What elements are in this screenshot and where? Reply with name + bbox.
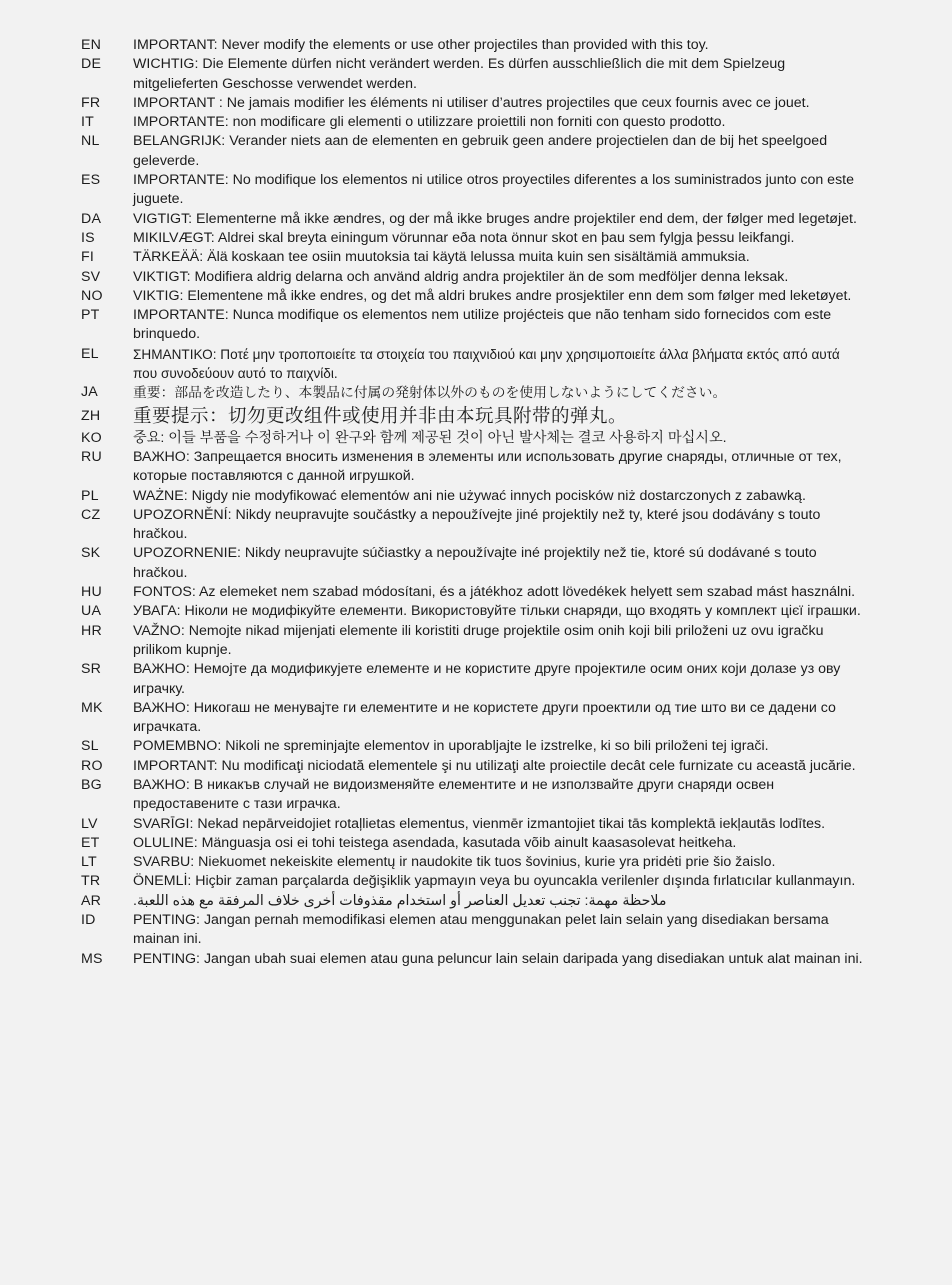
language-code: SR xyxy=(81,661,102,678)
entry-sl xyxy=(81,737,892,756)
language-code: EL xyxy=(81,345,99,362)
entry-tr xyxy=(81,872,892,891)
entry-pt xyxy=(81,306,892,345)
language-code: DA xyxy=(81,210,102,227)
language-code: ES xyxy=(81,172,101,189)
entry-hr xyxy=(81,622,892,661)
entry-et xyxy=(81,834,892,853)
language-code: TR xyxy=(81,873,101,890)
entry-cz xyxy=(81,506,892,545)
language-code: LT xyxy=(81,854,97,871)
entry-is xyxy=(81,229,892,248)
warning-text: УВАГА: Ніколи не модифікуйте елементи. Використовуйте тільки снаряди, що входять у комплект цієї іграшки. xyxy=(133,603,861,620)
entry-en xyxy=(81,36,892,55)
entry-ko xyxy=(81,429,892,448)
warning-text: UPOZORNĚNÍ: Nikdy neupravujte součástky a nepoužívejte jiné projektily než ty, které jsou dodávány s touto hračkou. xyxy=(133,506,821,543)
entry-es xyxy=(81,171,892,210)
entry-no xyxy=(81,287,892,306)
warning-text: TÄRKEÄÄ: Älä koskaan tee osiin muutoksia tai käytä lelussa muita kuin sen sisältämiä ammuksia. xyxy=(133,249,750,266)
entry-ms xyxy=(81,950,892,969)
language-code: AR xyxy=(81,892,102,909)
warning-text: UPOZORNENIE: Nikdy neupravujte súčiastky a nepoužívajte iné projektily než tie, ktoré sú dodávané s touto hračkou. xyxy=(133,545,817,581)
language-code: ZH xyxy=(81,407,101,424)
language-code: UA xyxy=(81,603,102,620)
language-code: BG xyxy=(81,776,102,793)
entry-ua xyxy=(81,602,892,621)
entry-mk xyxy=(81,699,892,738)
warning-text: ВАЖНО: Запрещается вносить изменения в элементы или использовать другие снаряды, отличные от тех, которые поставляются с данной игрушкой. xyxy=(133,448,842,485)
warning-text: PENTING: Jangan pernah memodifikasi elemen atau menggunakan pelet lain selain yang disediakan bersama mainan ini. xyxy=(133,912,829,948)
entry-zh xyxy=(81,404,892,428)
language-code: DE xyxy=(81,56,102,73)
entry-hu xyxy=(81,583,892,602)
warning-text: SVARBU: Niekuomet nekeiskite elementų ir naudokite tik tuos šovinius, kurie yra pridėti prie šio žaislo. xyxy=(133,854,776,871)
warning-text: 重要提示：切勿更改组件或使用并非由本玩具附带的弹丸。 xyxy=(133,404,628,426)
warning-text: POMEMBNO: Nikoli ne spreminjajte elementov in uporabljajte le izstrelke, ki so bili priloženi tej igrači. xyxy=(133,738,769,755)
entry-lt xyxy=(81,853,892,872)
warning-text: 중요: 이들 부품을 수정하거나 이 완구와 함께 제공된 것이 아닌 발사체는 결코 사용하지 마십시오. xyxy=(133,429,727,446)
warning-text: VIKTIG: Elementene må ikke endres, og det må aldri brukes andre prosjektiler enn dem som følger med leketøyet. xyxy=(133,287,852,304)
language-code: PL xyxy=(81,487,99,504)
entry-sk xyxy=(81,544,892,583)
language-code: RU xyxy=(81,448,102,465)
warning-text: IMPORTANTE: non modificare gli elementi o utilizzare proiettili non forniti con questo prodotto. xyxy=(133,114,726,131)
entry-ar xyxy=(81,892,892,911)
warning-text: IMPORTANT : Ne jamais modifier les éléments ni utiliser d’autres projectiles que ceux fournis avec ce jouet. xyxy=(133,94,810,111)
entry-fi xyxy=(81,248,892,267)
warning-text: ÖNEMLİ: Hiçbir zaman parçalarda değişiklik yapmayın veya bu oyuncakla verilenler dışında fırlatıcılar kullanmayın. xyxy=(133,873,856,890)
entry-ro xyxy=(81,757,892,776)
warning-text: ΣΗΜΑΝΤΙΚΟ: Ποτέ μην τροποποιείτε τα στοιχεία του παιχνιδιού και μην χρησιμοποιείτε άλλα βλήματα εκτός από αυτά που συνοδεύουν αυτό το παιχνίδι. xyxy=(133,346,840,382)
language-code: FR xyxy=(81,94,101,111)
language-code: NO xyxy=(81,287,103,304)
language-code: FI xyxy=(81,249,95,266)
language-code: JA xyxy=(81,384,98,401)
warning-text: IMPORTANTE: No modifique los elementos ni utilice otros proyectiles diferentes a los suministrados junto con este juguete. xyxy=(133,172,854,208)
language-code: EN xyxy=(81,37,102,53)
language-code: SK xyxy=(81,545,101,562)
warning-text: MIKILVÆGT: Aldrei skal breyta einingum vörunnar eða nota önnur skot en þau sem fylgja þessu leikfangi. xyxy=(133,229,795,246)
language-code: HR xyxy=(81,622,102,639)
entry-lv xyxy=(81,815,892,834)
language-code: NL xyxy=(81,133,100,150)
warning-text: ВАЖНО: Никогаш не менувајте ги елементите и не користете други проектили од тие што ви се дадени со играчката. xyxy=(133,699,836,736)
entry-sv xyxy=(81,268,892,287)
language-code: IS xyxy=(81,229,95,246)
language-code: SL xyxy=(81,738,99,755)
warning-text: VAŽNO: Nemojte nikad mijenjati elemente ili koristiti druge projektile osim onih koji bili priloženi uz ovu igračku prilikom kupnje. xyxy=(133,622,824,658)
language-code: SV xyxy=(81,268,101,285)
entry-el xyxy=(81,345,892,384)
entry-ja xyxy=(81,383,892,402)
language-code: IT xyxy=(81,114,95,131)
warning-text: VIGTIGT: Elementerne må ikke ændres, og der må ikke bruges andre projektiler end dem, der følger med legetøjet. xyxy=(133,210,857,227)
entry-sr xyxy=(81,660,892,699)
warning-text: SVARĪGI: Nekad nepārveidojiet rotaļlietas elementus, vienmēr izmantojiet tikai tās komplektā iekļautās lodītes. xyxy=(133,815,826,832)
warning-text: 重要：部品を改造したり、本製品に付属の発射体以外のものを使用しないようにしてください。 xyxy=(133,385,727,401)
warning-text: VIKTIGT: Modifiera aldrig delarna och använd aldrig andra projektiler än de som medföljer denna leksak. xyxy=(133,268,789,285)
language-code: MK xyxy=(81,699,103,716)
entry-ru xyxy=(81,448,892,487)
entry-nl xyxy=(81,132,892,171)
language-code: HU xyxy=(81,584,102,601)
language-code: KO xyxy=(81,429,102,446)
warning-text: WAŻNE: Nigdy nie modyfikować elementów ani nie używać innych pocisków niż dostarczonych z zabawką. xyxy=(133,487,806,504)
language-code: ET xyxy=(81,834,100,851)
entry-it xyxy=(81,113,892,132)
warning-text: PENTING: Jangan ubah suai elemen atau guna peluncur lain selain daripada yang disediakan untuk alat mainan ini. xyxy=(133,950,863,967)
warning-text: ВАЖНО: В никакъв случай не видоизменяйте елементите и не използвайте други снаряди освен предоставените с тази играчка. xyxy=(133,776,775,813)
warning-text: BELANGRIJK: Verander niets aan de elementen en gebruik geen andere projectielen dan de bij het speelgoed geleverde. xyxy=(133,133,828,169)
warning-text: OLULINE: Mänguasja osi ei tohi teistega asendada, kasutada võib ainult kaasasolevat heitkeha. xyxy=(133,834,737,851)
entry-da xyxy=(81,210,892,229)
warning-text: IMPORTANTE: Nunca modifique os elementos nem utilize projécteis que não tenham sido fornecidos com este brinquedo. xyxy=(133,307,832,343)
warning-text: WICHTIG: Die Elemente dürfen nicht verändert werden. Es dürfen ausschließlich die mit dem Spielzeug mitgelieferten Geschosse verwendet werden. xyxy=(133,56,786,92)
language-code: ID xyxy=(81,912,96,929)
warning-text: IMPORTANT: Never modify the elements or use other projectiles than provided with this toy. xyxy=(133,37,709,53)
warning-text: IMPORTANT: Nu modificaţi niciodată elementele şi nu utilizaţi alte proiectile decât cele furnizate cu această jucărie. xyxy=(133,757,856,774)
warning-text: ВАЖНО: Немојте да модификујете елементе и не користите друге пројектиле осим оних који долазе уз ову играчку. xyxy=(133,661,841,697)
language-code: LV xyxy=(81,815,98,832)
entry-bg xyxy=(81,776,892,815)
language-code: MS xyxy=(81,950,103,967)
warning-text: ملاحظة مهمة: تجنب تعديل العناصر أو استخدام مقذوفات أخرى خلاف المرفقة مع هذه اللعبة. xyxy=(133,892,667,909)
language-code: CZ xyxy=(81,506,101,523)
entry-de xyxy=(81,55,892,94)
entry-id xyxy=(81,911,892,950)
language-code: PT xyxy=(81,307,100,324)
entry-fr xyxy=(81,94,892,113)
language-code: RO xyxy=(81,757,103,774)
warning-text: FONTOS: Az elemeket nem szabad módosítani, és a játékhoz adott lövedékek helyett sem szabad mást használni. xyxy=(133,584,856,601)
entry-pl xyxy=(81,487,892,506)
